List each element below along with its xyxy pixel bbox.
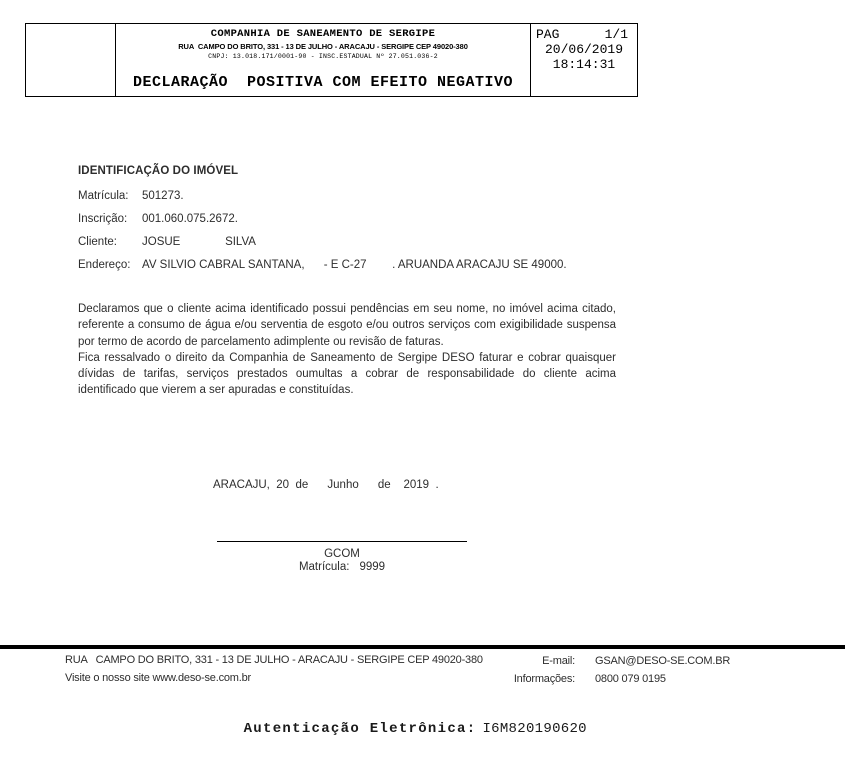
field-label: Matrícula: bbox=[78, 190, 129, 202]
field-value: 501273. bbox=[142, 190, 184, 202]
field-value: AV SILVIO CABRAL SANTANA, - E C-27 . ARUANDA ARACAJU SE 49000. bbox=[142, 259, 567, 271]
authentication-label: Autenticação Eletrônica: bbox=[243, 721, 477, 737]
declaration-paragraph-2: Fica ressalvado o direito da Companhia de Saneamento de Sergipe DESO faturar e cobrar quaisquer dívidas de tarifas, serviços prestados oumultas a cobrar de responsabilidade do cliente acima identificado que vierem a ser apuradas e constituídas. bbox=[78, 351, 616, 397]
header-center bbox=[116, 24, 530, 96]
property-identification-section bbox=[78, 165, 567, 282]
signature-block bbox=[217, 541, 467, 573]
declaration-paragraph-1: Declaramos que o cliente acima identificado possui pendências em seu nome, no imóvel acima citado, referente a consumo de água e/ou serventia de esgoto e/ou outros serviços com exigibilidade suspensa por termo de acordo de parcelamento adimplente ou revisão de faturas. bbox=[78, 303, 616, 348]
signature-matricula-label: Matrícula: bbox=[298, 561, 350, 573]
print-date: 20/06/2019 bbox=[544, 42, 623, 57]
company-name: COMPANHIA DE SANEAMENTO DE SERGIPE bbox=[210, 28, 436, 40]
page-number-row bbox=[536, 27, 632, 42]
signature-name: GCOM bbox=[324, 548, 360, 560]
company-address: RUA CAMPO DO BRITO, 331 - 13 DE JULHO - ARACAJU - SERGIPE CEP 49020-380 bbox=[178, 42, 468, 51]
footer-info-value: 0800 079 0195 bbox=[595, 673, 666, 685]
footer-divider bbox=[0, 645, 845, 649]
section-title: IDENTIFICAÇÃO DO IMÓVEL bbox=[78, 165, 239, 177]
field-value: 001.060.075.2672. bbox=[142, 213, 238, 225]
footer-info-label: Informações: bbox=[513, 673, 575, 685]
company-logo-box bbox=[26, 24, 116, 96]
signature-matricula-row bbox=[217, 561, 467, 573]
footer-website: Visite o nosso site www.deso-se.com.br bbox=[65, 672, 252, 684]
field-label: Cliente: bbox=[78, 236, 117, 248]
city-date-line: ARACAJU, 20 de Junho de 2019 . bbox=[213, 479, 439, 491]
footer-email-label: E-mail: bbox=[542, 655, 575, 667]
field-label: Endereço: bbox=[78, 259, 131, 271]
footer-email-value: GSAN@DESO-SE.COM.BR bbox=[595, 655, 731, 667]
company-registry: CNPJ: 13.018.171/0001-90 - INSC.ESTADUAL Nº 27.051.036-2 bbox=[208, 53, 438, 60]
field-matricula bbox=[78, 190, 567, 202]
authentication-code: I6M820190620 bbox=[482, 721, 587, 737]
page-number: 1/1 bbox=[604, 27, 628, 42]
field-inscricao bbox=[78, 213, 567, 225]
footer-address: RUA CAMPO DO BRITO, 331 - 13 DE JULHO - ARACAJU - SERGIPE CEP 49020-380 bbox=[65, 654, 483, 666]
field-label: Inscrição: bbox=[78, 213, 128, 225]
field-cliente bbox=[78, 236, 567, 248]
document-title: DECLARAÇÃO POSITIVA COM EFEITO NEGATIVO bbox=[132, 74, 514, 91]
declaration-body bbox=[78, 301, 616, 399]
electronic-authentication bbox=[210, 705, 587, 753]
page-label: PAG bbox=[536, 27, 560, 42]
field-endereco bbox=[78, 259, 567, 271]
signature-matricula-value: 9999 bbox=[359, 561, 386, 573]
print-time: 18:14:31 bbox=[552, 57, 616, 72]
field-value: JOSUE SILVA bbox=[142, 236, 256, 248]
document-header bbox=[25, 23, 638, 97]
signature-line bbox=[217, 541, 467, 542]
page-info-box bbox=[530, 24, 637, 96]
